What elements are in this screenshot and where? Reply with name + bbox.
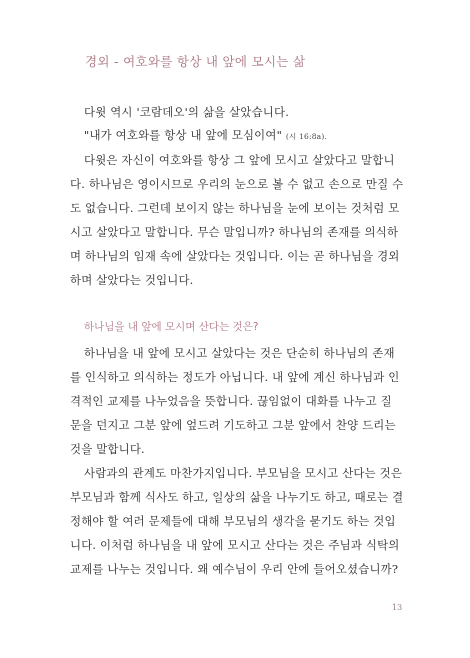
- intro-line: 다윗 역시 '코람데오'의 삶을 살았습니다.: [84, 105, 290, 119]
- paragraph-line: 시고 살았다고 말합니다. 무슨 말입니까? 하나님의 존재를 의식하: [70, 225, 399, 239]
- page-number: 13: [392, 603, 403, 612]
- scripture-quote: [84, 127, 327, 143]
- paragraph-line: 정해야 할 여러 문제들에 대해 부모님의 생각을 묻기도 하는 것입: [70, 514, 396, 528]
- paragraph-line: 도 없습니다. 그런데 보이지 않는 하나님을 눈에 보이는 것처럼 모: [70, 201, 400, 215]
- paragraph-line: 다. 하나님은 영이시므로 우리의 눈으로 볼 수 없고 손으로 만질 수: [70, 177, 404, 191]
- chapter-title: 경외 - 여호와를 항상 내 앞에 모시는 삶: [85, 54, 306, 69]
- quote-reference: (시 16:8a).: [285, 132, 328, 141]
- paragraph-line: 니다. 이처럼 하나님을 내 앞에 모시고 산다는 것은 주님과 식탁의: [70, 538, 400, 552]
- quote-text: "내가 여호와를 항상 내 앞에 모심이여": [84, 128, 283, 142]
- paragraph-line: 하며 살았다는 것입니다.: [70, 273, 194, 287]
- paragraph-line: 문을 던지고 그분 앞에 엎드려 기도하고 그분 앞에서 찬양 드리는: [70, 418, 396, 432]
- paragraph-line: 것을 말합니다.: [70, 442, 145, 456]
- paragraph-line: 를 인식하고 의식하는 정도가 아닙니다. 내 앞에 계신 하나님과 인: [70, 370, 400, 384]
- paragraph-line: 부모님과 함께 식사도 하고, 일상의 삶을 나누기도 하고, 때로는 결: [70, 490, 404, 504]
- paragraph-line: 격적인 교제를 나누었음을 뜻합니다. 끊임없이 대화를 나누고 질: [70, 394, 392, 408]
- section-heading: 하나님을 내 앞에 모시며 산다는 것은?: [84, 321, 259, 333]
- paragraph-line: 며 하나님의 임재 속에 살았다는 것입니다. 이는 곧 하나님을 경외: [70, 249, 400, 263]
- paragraph-line: 사람과의 관계도 마찬가지입니다. 부모님을 모시고 산다는 것은: [84, 466, 403, 480]
- paragraph-line: 하나님을 내 앞에 모시고 살았다는 것은 단순히 하나님의 존재: [84, 346, 395, 360]
- paragraph-line: 교제를 나누는 것입니다. 왜 예수님이 우리 안에 들어오셨습니까?: [70, 562, 399, 576]
- paragraph-line: 다윗은 자신이 여호와를 항상 그 앞에 모시고 살았다고 말합니: [84, 153, 395, 167]
